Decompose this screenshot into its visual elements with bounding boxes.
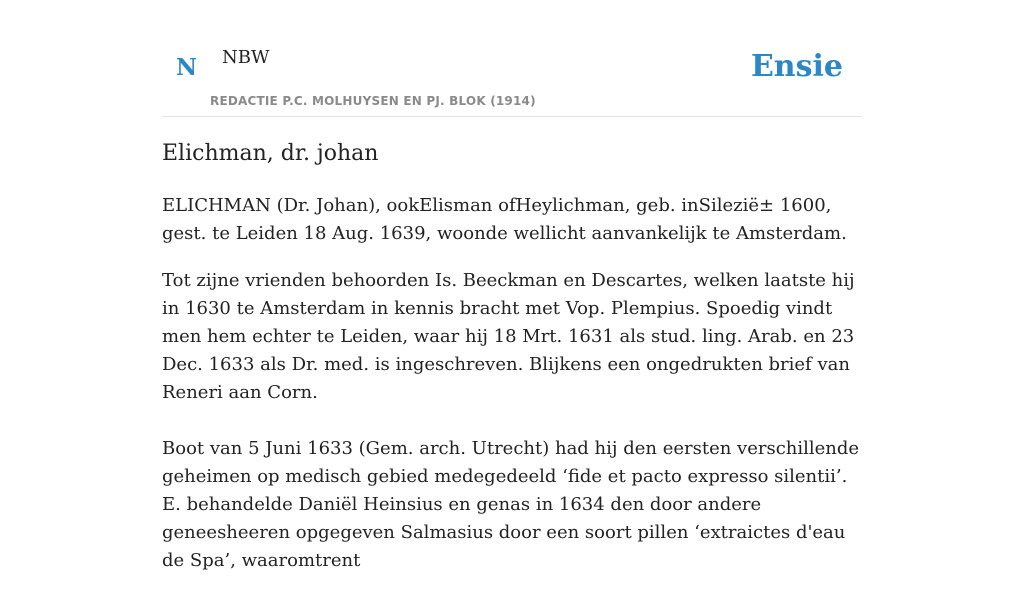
article-paragraph: Tot zijne vrienden behoorden Is. Beeckman en Descartes, welken laatste hij in 1630 te Amsterdam in kennis bracht met Vop. Plempius. Spoedig vindt men hem echter te Leiden, waar hij 18 Mrt. 1631 als stud. ling. Arab. en 23 Dec. 1633 als Dr. med. is ingeschreven. Blijkens een ongedrukten brief van Reneri aan Corn.: [162, 270, 855, 403]
article-title: Elichman, dr. johan: [162, 141, 379, 166]
source-title[interactable]: NBW: [222, 47, 270, 68]
source-subtitle: REDACTIE P.C. MOLHUYSEN EN PJ. BLOK (1914): [210, 94, 536, 108]
source-logo[interactable]: N: [176, 54, 198, 81]
site-header: [162, 0, 862, 117]
article-paragraph: Boot van 5 Juni 1633 (Gem. arch. Utrecht) had hij den eersten verschillende geheimen op medisch gebied medegedeeld ‘fide et pacto expresso silentii’. E. behandelde Daniël Heinsius en genas in 1634 den door andere geneesheeren opgegeven Salmasius door een soort pillen ‘extraictes d'eau de Spa’, waaromtrent: [162, 438, 860, 571]
article-paragraph: ELICHMAN (Dr. Johan), ookElisman ofHeylichman, geb. inSilezië± 1600, gest. te Leiden 18 Aug. 1639, woonde wellicht aanvankelijk te Amsterdam.: [162, 195, 847, 244]
brand-logo[interactable]: Ensie: [750, 49, 843, 84]
article-body: [162, 192, 862, 594]
